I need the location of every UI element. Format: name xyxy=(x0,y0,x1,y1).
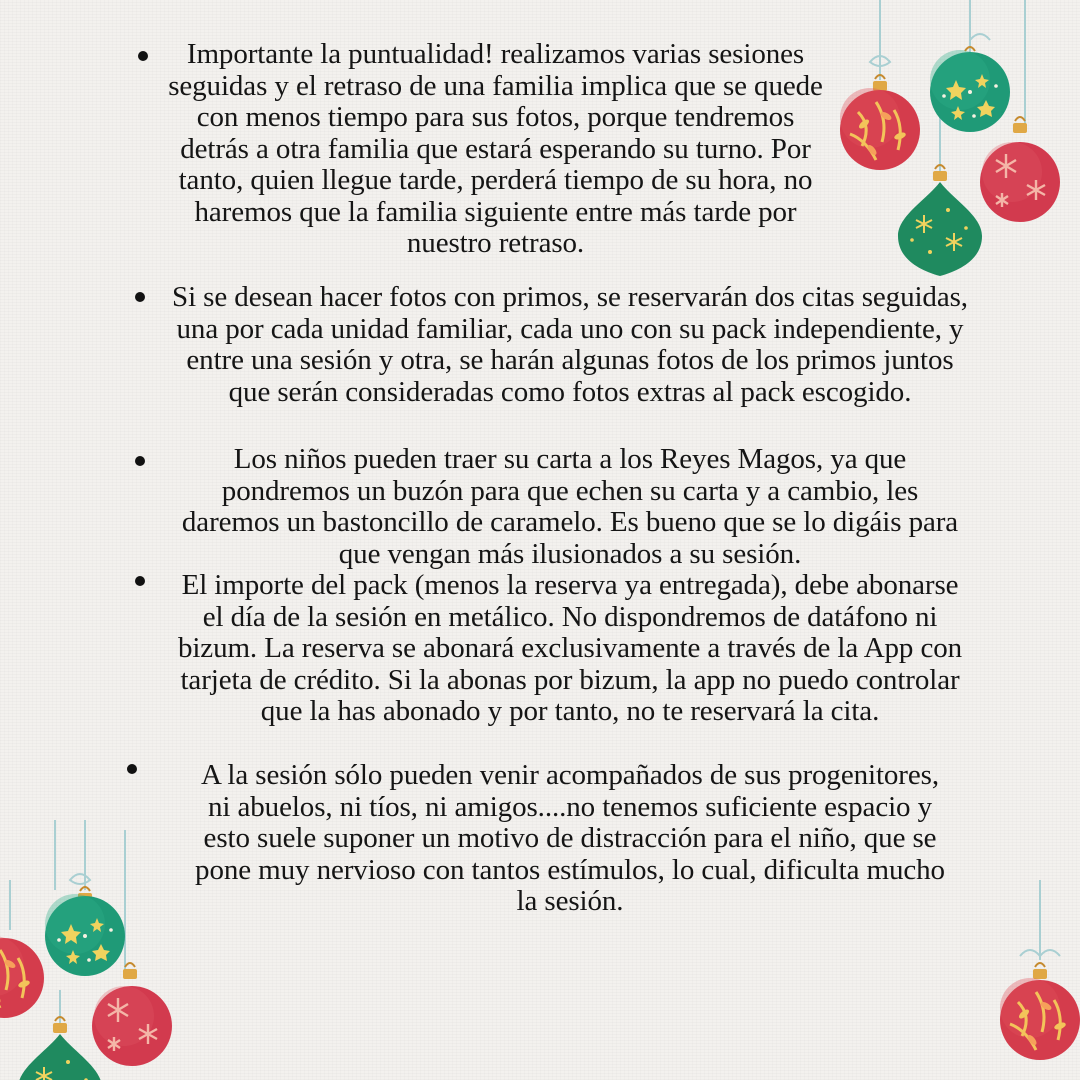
bullet-3 xyxy=(135,456,145,466)
bullet-5 xyxy=(127,764,137,774)
ornament-cluster-top-right xyxy=(830,0,1080,290)
list-item-3: Los niños pueden traer su carta a los Reyes Magos, ya que pondremos un buzón para que echen su carta y a cambio, les daremos un bastoncillo de caramelo. Es bueno que se lo digáis para que vengan más ilusionados a su sesión. xyxy=(181,443,959,570)
bullet-4 xyxy=(135,576,145,586)
list-item-1: Importante la puntualidad! realizamos varias sesiones seguidas y el retraso de una familia implica que se quede con menos tiempo para sus fotos, porque tendremos detrás a otra familia que estará esperando su turno. Por tanto, quien llegue tarde, perderá tiempo de su hora, no haremos que la familia siguiente entre más tarde por nuestro retraso. xyxy=(168,38,823,259)
ornament-cluster-bottom-left xyxy=(0,820,200,1080)
bullet-1 xyxy=(138,51,148,61)
christmas-bauble-icon xyxy=(830,0,1080,290)
ornament-bottom-right xyxy=(990,880,1080,1080)
christmas-bauble-icon xyxy=(0,820,200,1080)
list-item-2: Si se desean hacer fotos con primos, se reservarán dos citas seguidas, una por cada unidad familiar, cada uno con su pack independiente, y entre una sesión y otra, se harán algunas fotos de los primos juntos que serán consideradas como fotos extras al pack escogido. xyxy=(172,281,968,408)
christmas-bauble-icon xyxy=(990,880,1080,1080)
bullet-2 xyxy=(135,292,145,302)
list-item-5: A la sesión sólo pueden venir acompañados de sus progenitores, ni abuelos, ni tíos, ni amigos....no tenemos suficiente espacio y esto suele suponer un motivo de distracción para el niño, que se pone muy nervioso con tantos estímulos, lo cual, dificulta mucho la sesión. xyxy=(195,759,945,917)
list-item-4: El importe del pack (menos la reserva ya entregada), debe abonarse el día de la sesión en metálico. No dispondremos de datáfono ni bizum. La reserva se abonará exclusivamente a través de la App con tarjeta de crédito. Si la abonas por bizum, la app no puedo controlar que la has abonado y por tanto, no te reservará la cita. xyxy=(177,569,963,727)
